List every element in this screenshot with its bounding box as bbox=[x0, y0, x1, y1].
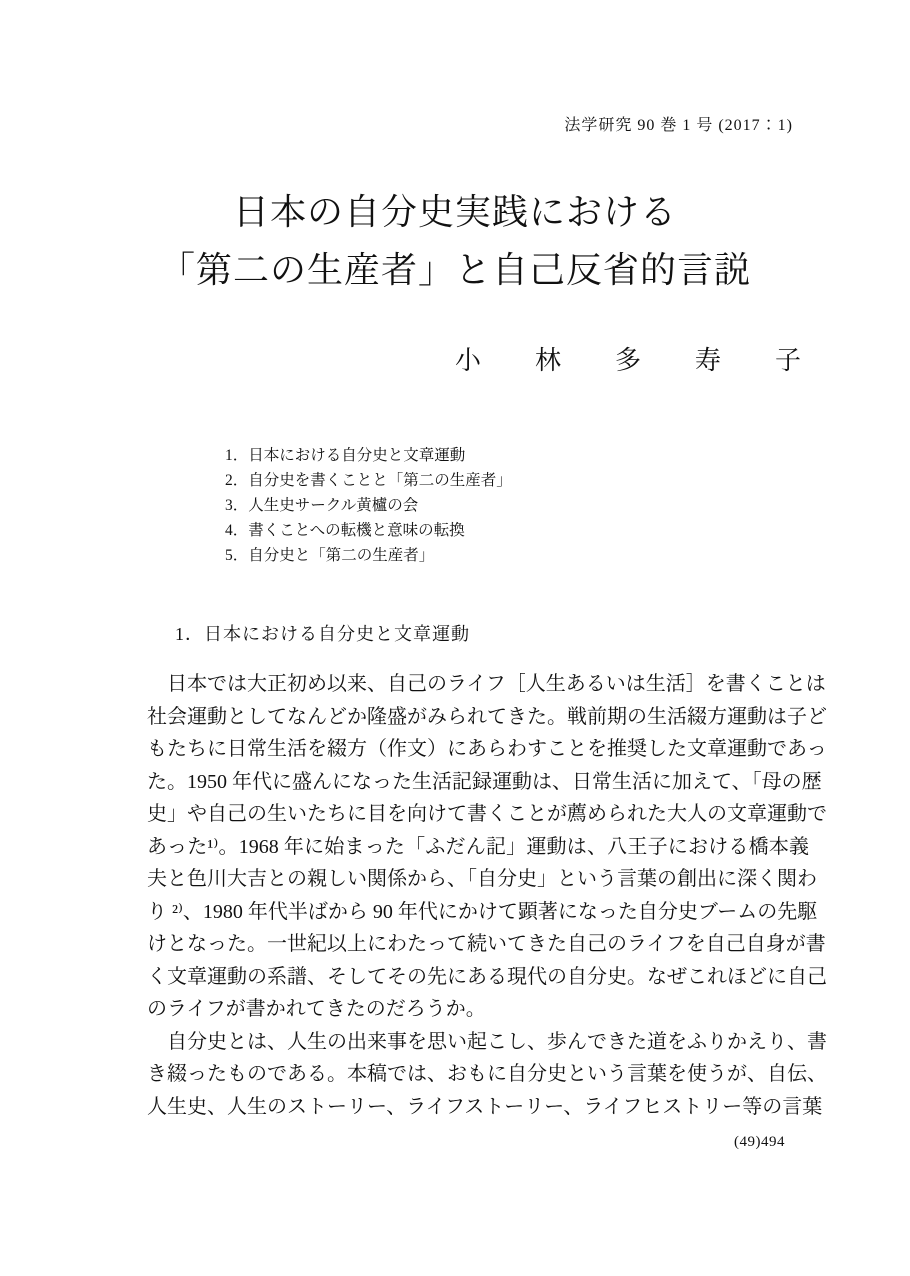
toc-item: 3．人生史サークル黄櫨の会 bbox=[225, 497, 419, 514]
body-line: 自分史とは、人生の出来事を思い起こし、歩んできた道をふりかえり、書 bbox=[147, 1030, 827, 1053]
body-line: 日本では大正初め以来、自己のライフ［人生あるいは生活］を書くことは bbox=[147, 673, 826, 695]
body-line: た。1950 年代に盛んになった生活記録運動は、日常生活に加えて、「母の歴 bbox=[147, 770, 822, 793]
body-line: き綴ったものである。本稿では、おもに自分史という言葉を使うが、自伝、 bbox=[147, 1063, 827, 1085]
body-line: もたちに日常生活を綴方（作文）にあらわすことを推奨した文章運動であっ bbox=[147, 738, 827, 760]
author-name: 小 林 多 寿 子 bbox=[454, 346, 815, 375]
journal-header: 法学研究 90 巻 1 号 (2017：1) bbox=[564, 117, 793, 134]
body-line: り ²⁾、1980 年代半ばから 90 年代にかけて顕著になった自分史ブームの先駆 bbox=[147, 900, 818, 923]
toc-item: 1．日本における自分史と文章運動 bbox=[225, 447, 466, 464]
section-heading: 1．日本における自分史と文章運動 bbox=[175, 624, 470, 644]
paper-title-line-2: 「第二の生産者」と自己反省的言説 bbox=[158, 250, 751, 290]
body-line: く文章運動の系譜、そしてその先にある現代の自分史。なぜこれほどに自己 bbox=[147, 965, 827, 988]
paper-title bbox=[0, 183, 910, 299]
body-text bbox=[147, 668, 827, 1123]
body-line: 夫と色川大吉との親しい関係から、「自分史」という言葉の創出に深く関わ bbox=[147, 868, 817, 890]
body-line: 史」や自己の生いたちに目を向けて書くことが薦められた大人の文章運動で bbox=[147, 803, 827, 825]
body-line: けとなった。一世紀以上にわたって続いてきた自己のライフを自己自身が書 bbox=[147, 933, 826, 955]
page-number: (49)494 bbox=[734, 1134, 785, 1150]
toc-item: 2．自分史を書くことと「第二の生産者」 bbox=[225, 472, 512, 489]
toc-item: 5．自分史と「第二の生産者」 bbox=[225, 547, 435, 564]
table-of-contents bbox=[225, 443, 512, 568]
paper-title-line-1: 日本の自分史実践における bbox=[232, 192, 677, 232]
body-line: 社会運動としてなんどか隆盛がみられてきた。戦前期の生活綴方運動は子ど bbox=[147, 705, 827, 728]
body-line: あった¹⁾。1968 年に始まった「ふだん記」運動は、八王子における橋本義 bbox=[147, 835, 809, 858]
toc-item: 4．書くことへの転機と意味の転換 bbox=[225, 522, 465, 539]
body-line: 人生史、人生のストーリー、ライフストーリー、ライフヒストリー等の言葉 bbox=[147, 1095, 823, 1118]
body-line: のライフが書かれてきたのだろうか。 bbox=[147, 998, 486, 1020]
